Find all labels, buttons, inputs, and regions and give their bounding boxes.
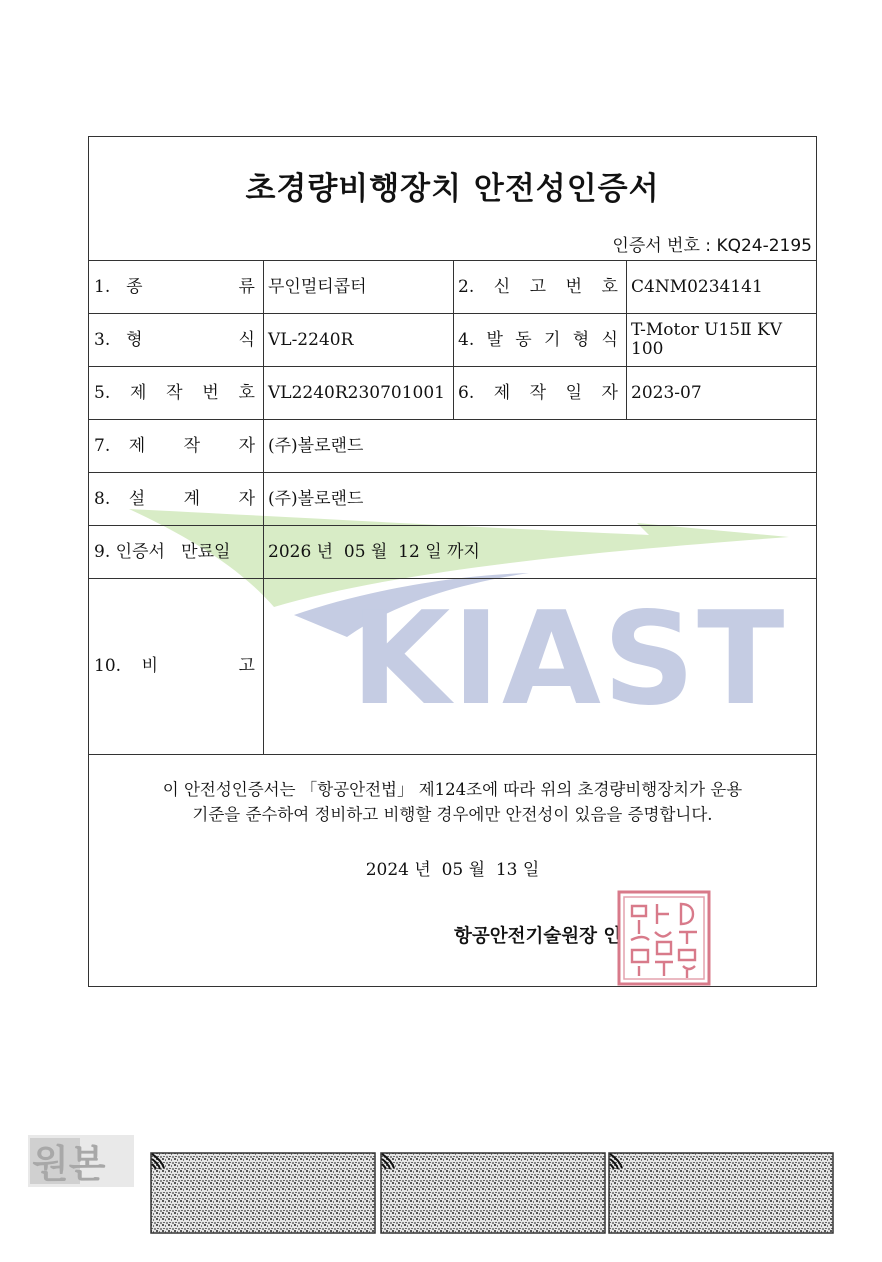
- value-serial-number: VL2240R230701001: [268, 382, 445, 403]
- value-manufacture-date: 2023-07: [631, 382, 702, 403]
- value-expiry: 2026 년 05 월 12 일 까지: [268, 541, 480, 562]
- label-expiry: 9. 인증서 만료일: [94, 541, 231, 562]
- original-stamp-icon: [28, 1135, 136, 1189]
- value-designer: (주)볼로랜드: [268, 488, 364, 509]
- divider: [89, 754, 816, 755]
- value-manufacturer: (주)볼로랜드: [268, 435, 364, 456]
- svg-text:원본: 원본: [32, 1142, 106, 1186]
- certificate-title: 초경량비행장치 안전성인증서: [245, 171, 660, 207]
- value-kind: 무인멀티콥터: [268, 276, 367, 297]
- label-report-number: 2. 신 고 번 호: [458, 276, 618, 297]
- value-remarks: [263, 579, 818, 754]
- label-manufacturer: 7. 제 작 자: [94, 435, 255, 456]
- label-designer: 8. 설 계 자: [94, 488, 255, 509]
- certificate-frame: [88, 136, 817, 987]
- label-engine-model: 4. 발 동 기 형 식: [458, 329, 618, 350]
- label-kind-num: 1.: [94, 276, 111, 297]
- label-model: 3. 형 식: [94, 329, 255, 350]
- value-model: VL-2240R: [268, 329, 354, 350]
- official-seal-icon: [617, 890, 711, 986]
- label-remarks: 10. 비 고: [94, 656, 255, 676]
- issuer-name: 항공안전기술원장 인: [454, 926, 622, 947]
- value-engine-model: T-Motor U15Ⅱ KV 100: [631, 320, 783, 359]
- certificate-number: 인증서 번호 : KQ24-2195: [612, 236, 812, 256]
- label-serial-number: 5. 제 작 번 호: [94, 382, 255, 403]
- label-kind: 1. 종 류: [94, 276, 255, 297]
- security-pattern-icon: [608, 1152, 834, 1234]
- label-manufacture-date: 6. 제 작 일 자: [458, 382, 618, 403]
- security-pattern-icon: [150, 1152, 376, 1234]
- certification-statement: 이 안전성인증서는 「항공안전법」 제124조에 따라 위의 초경량비행장치가 운용 기준을 준수하여 정비하고 비행할 경우에만 안전성이 있음을 증명합니다.: [162, 780, 743, 824]
- issue-date: 2024 년 05 월 13 일: [365, 860, 540, 880]
- value-report-number: C4NM0234141: [631, 276, 763, 297]
- watermark-text: KIAST: [351, 585, 787, 734]
- security-pattern-icon: [380, 1152, 606, 1234]
